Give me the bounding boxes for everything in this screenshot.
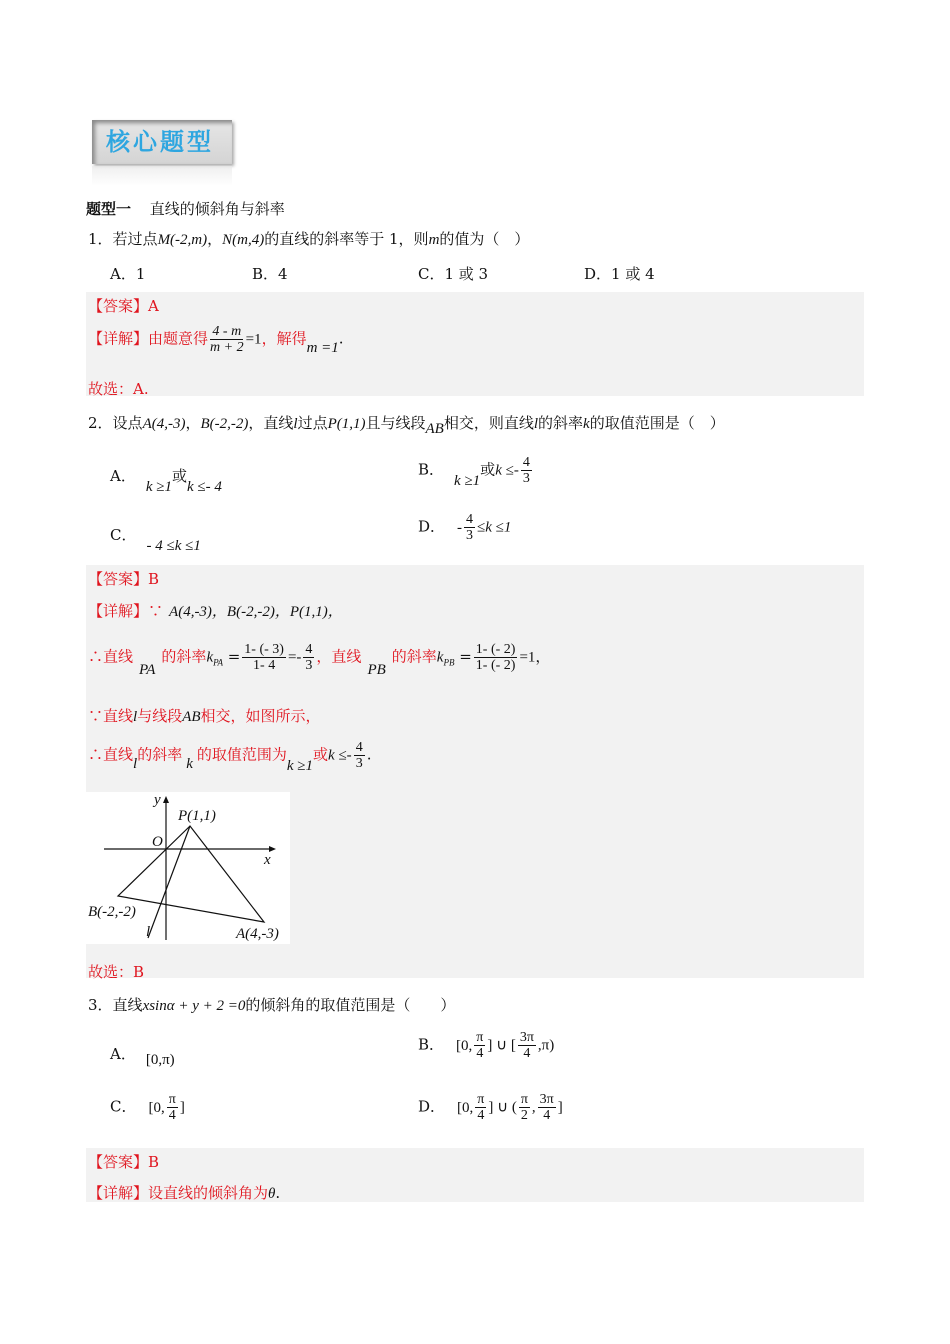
answer-line [88, 295, 159, 316]
detail-text: ，解得 [261, 329, 307, 348]
section-heading [86, 198, 285, 219]
detail-text: ∴直线 [88, 745, 134, 764]
answer-label: 【答案】 [88, 297, 149, 315]
detail-line [88, 324, 344, 355]
math: xsinα + y + 2 =0 [142, 998, 246, 1014]
math: M(-2,m) [157, 232, 208, 248]
q-text: 的取值范围是（ ） [589, 414, 725, 432]
math: θ [268, 1186, 276, 1202]
detail-line [88, 1182, 280, 1203]
detail-text: 的取值范围为 [196, 745, 287, 764]
math: k [186, 755, 193, 772]
answer-value: B [148, 570, 160, 588]
math: ] ∪ [ [487, 1037, 516, 1054]
fraction [518, 1030, 536, 1061]
math: A(4,-3)，B(-2,-2)，P(1,1)， [169, 604, 343, 620]
math: ] [179, 1099, 185, 1116]
q-text: 的倾斜角的取值范围是（ ） [245, 996, 456, 1014]
math: PA [139, 661, 156, 678]
detail-text: 或 [313, 745, 329, 764]
section-label: 题型一 [86, 200, 132, 218]
because-sign: ∵ [148, 602, 164, 620]
math: k [206, 649, 214, 666]
origin-label: O [152, 834, 163, 850]
question-2: 2．设点A(4,-3)，B(-2,-2)，直线l过点P(1,1)且与线段AB相交，则直线l的斜率k的取值范围是（ ） [88, 414, 725, 437]
math: m [428, 232, 440, 248]
q-number: 1． [88, 230, 113, 248]
math: PA [213, 657, 223, 668]
dot: . [338, 329, 344, 348]
question-1 [88, 228, 529, 249]
q-text: 过点 [297, 414, 328, 432]
numerator: 4 [305, 642, 313, 657]
choose-line: 故选：B [88, 963, 145, 981]
math: k [436, 649, 444, 666]
numerator: 4 [466, 512, 474, 527]
numerator: 4 [355, 740, 363, 755]
denominator: 3 [522, 471, 530, 486]
option-b [418, 455, 534, 489]
math: k ≥1 [286, 757, 314, 774]
math: l [133, 709, 138, 725]
point-p-label: P(1,1) [178, 808, 216, 824]
denominator: 4 [543, 1108, 551, 1123]
math: ≤k ≤1 [477, 519, 512, 536]
math: AB [425, 421, 444, 437]
option-label: B． [418, 460, 445, 479]
numerator: π [476, 1030, 484, 1045]
fraction [303, 642, 314, 673]
option-label: D． [418, 517, 446, 536]
math: A(4,-3) [142, 416, 186, 432]
fraction [475, 1092, 486, 1123]
q-number: 2． [88, 414, 113, 432]
q-text: 的斜率 [538, 414, 584, 432]
answer-value: A [148, 297, 159, 315]
denominator: 4 [477, 1108, 485, 1123]
q-text: ， [207, 230, 223, 248]
numerator: 1- (- 2) [475, 642, 516, 657]
numerator: π [520, 1092, 528, 1107]
math: k ≥1 [145, 479, 172, 495]
math: =1 [245, 331, 262, 348]
detail-text: 由题意得 [148, 329, 209, 348]
math: B(-2,-2) [200, 416, 249, 432]
answer-label: 【答案】 [88, 570, 149, 588]
detail-label: 【详解】 [88, 602, 149, 620]
math: PB [443, 657, 455, 668]
math: AB [182, 709, 201, 725]
math: [0,π) [145, 1052, 175, 1068]
q-text: ，直线 [248, 414, 294, 432]
math: k ≤- [495, 462, 519, 479]
answer-label: 【答案】 [88, 1153, 149, 1171]
math: N(m,4) [222, 232, 265, 248]
option-a [110, 1043, 175, 1068]
numerator: 4 - m [212, 324, 242, 339]
dot: . [366, 745, 372, 764]
denominator: 4 [168, 1108, 176, 1123]
q-text: 或 [171, 467, 187, 485]
numerator: π [168, 1092, 176, 1107]
detail-line-1 [88, 600, 343, 621]
denominator: 3 [466, 528, 474, 543]
badge-reflection [92, 166, 232, 186]
option-label: D． [418, 1097, 446, 1116]
choose-line: 故选：A. [88, 380, 149, 398]
option-c: C．1 或 3 [418, 265, 489, 283]
fraction [474, 642, 518, 673]
option-d [418, 512, 511, 543]
option-label: C． [110, 526, 137, 544]
denominator: 4 [523, 1046, 531, 1061]
detail-line-4 [88, 740, 372, 774]
q-text: 或 [480, 460, 496, 479]
detail-text: 的斜率 [161, 647, 207, 666]
math: =- [287, 649, 302, 666]
option-a [110, 465, 222, 495]
math: ] ∪ ( [488, 1099, 517, 1116]
math: k [583, 416, 590, 432]
math: m =1 [306, 339, 339, 356]
math: l [293, 416, 298, 432]
math: ,π) [537, 1037, 555, 1054]
option-c [110, 524, 201, 554]
detail-text: ∵直线 [88, 707, 134, 725]
math: k ≥1 [454, 472, 481, 489]
detail-line-3 [88, 705, 321, 726]
denominator: 3 [305, 658, 313, 673]
point-b-label: B(-2,-2) [88, 904, 136, 920]
detail-text: 设直线的倾斜角为 [148, 1184, 269, 1202]
option-label: B． [418, 1035, 445, 1054]
q-text: 且与线段 [365, 414, 426, 432]
dot: . [275, 1184, 281, 1202]
detail-text: ∴直线 [88, 647, 134, 666]
fraction [354, 740, 365, 771]
fraction [519, 1092, 530, 1123]
option-label: A． [110, 1045, 136, 1063]
section-badge: 核心题型 [92, 120, 232, 164]
q-text: 的直线的斜率等于 1，则 [264, 230, 429, 248]
math: l [133, 755, 138, 772]
option-d [418, 1092, 563, 1123]
fraction [167, 1092, 178, 1123]
y-label: y [154, 792, 161, 808]
denominator: 3 [355, 756, 363, 771]
question-3 [88, 994, 455, 1015]
answer-line [88, 568, 159, 589]
numerator: π [477, 1092, 485, 1107]
detail-label: 【详解】 [88, 1184, 149, 1202]
detail-label: 【详解】 [88, 329, 149, 348]
q-text: 直线 [112, 996, 143, 1014]
numerator: 3π [519, 1030, 534, 1045]
fraction [538, 1092, 556, 1123]
numerator: 3π [539, 1092, 554, 1107]
numerator: 4 [522, 455, 530, 470]
fraction [210, 324, 244, 355]
option-d: D．1 或 4 [584, 265, 655, 283]
math: [0, [457, 1099, 474, 1116]
detail-text: 与线段 [137, 707, 183, 725]
math: [0, [456, 1037, 473, 1054]
math: l [533, 416, 539, 432]
q-number: 3． [88, 996, 113, 1014]
detail-text: ，直线 [316, 647, 362, 666]
fraction [474, 1030, 485, 1061]
option-c [110, 1092, 185, 1123]
fraction [521, 455, 532, 486]
math: - 4 ≤k ≤1 [146, 538, 201, 554]
q-text: 的值为（ ） [439, 230, 530, 248]
denominator: 1- 4 [253, 658, 276, 673]
x-label: x [264, 852, 271, 868]
coordinate-figure [86, 792, 290, 944]
option-b [418, 1030, 554, 1061]
numerator: 1- (- 3) [244, 642, 284, 657]
math: =1， [519, 649, 551, 666]
section-title: 直线的倾斜角与斜率 [149, 200, 285, 218]
math: ] [557, 1099, 563, 1116]
option-label: C． [110, 1097, 137, 1116]
q-text: 设点 [112, 414, 143, 432]
q-text: 相交，则直线 [443, 414, 534, 432]
math: k ≤- [328, 747, 352, 764]
denominator: 2 [520, 1108, 528, 1123]
denominator: m + 2 [210, 340, 244, 355]
point-a-label: A(4,-3) [236, 926, 279, 942]
math: [0, [148, 1099, 165, 1116]
denominator: 4 [476, 1046, 484, 1061]
q-text: 若过点 [112, 230, 158, 248]
math: - [457, 519, 463, 536]
detail-line-2: ∴直线PA的斜率$k_{PA}$ = $\frac{1- (- 3)}{1- 4}$ =- $\frac{4}{3}$ ，直线PB的斜率$k_{PB}$ = $\frac{1- (- 2)}{1- (- 2)}$ =1， [88, 642, 551, 678]
math: k ≤- 4 [187, 479, 222, 495]
denominator: 1- (- 2) [475, 658, 516, 673]
math: PB [367, 661, 386, 678]
option-b: B．4 [252, 265, 288, 283]
fraction [242, 642, 286, 673]
detail-text: 的斜率 [137, 745, 183, 764]
answer-line [88, 1151, 159, 1172]
option-label: A． [110, 467, 136, 485]
answer-value: B [148, 1153, 160, 1171]
math: P(1,1) [327, 416, 366, 432]
option-a: A．1 [110, 265, 146, 283]
fraction [464, 512, 475, 543]
detail-text: 的斜率 [391, 647, 437, 666]
detail-text: 相交，如图所示， [200, 707, 321, 725]
math: , [531, 1099, 536, 1116]
line-l-label: l [146, 924, 151, 940]
